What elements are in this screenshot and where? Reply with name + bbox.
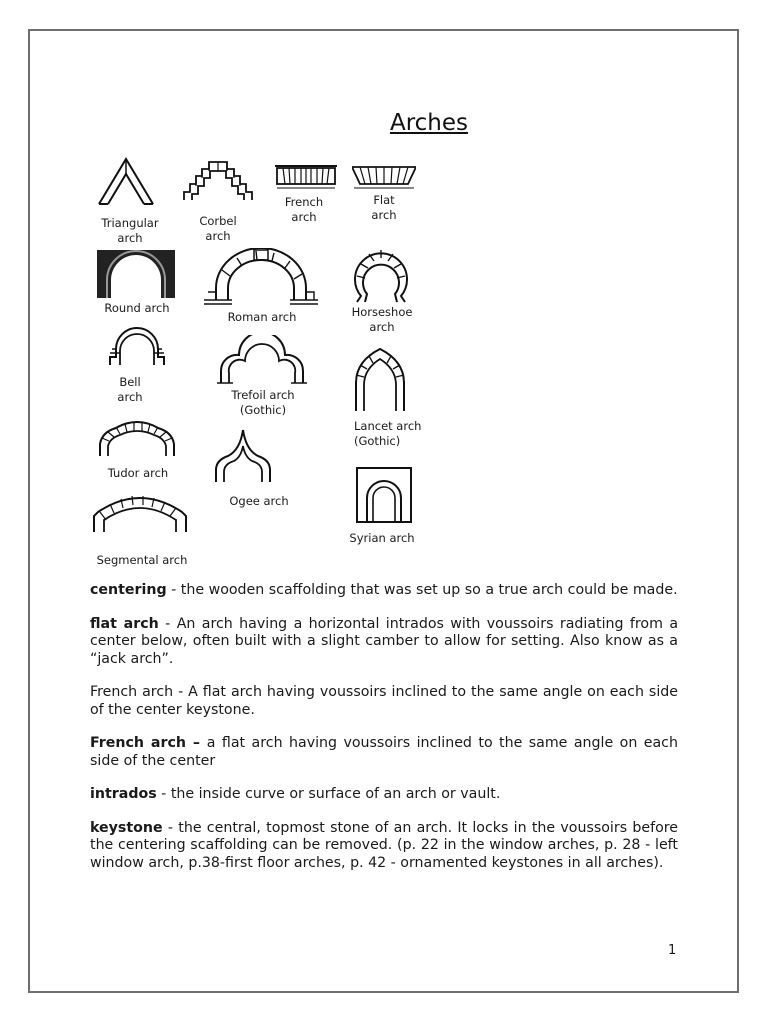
segmental-arch-illustration bbox=[90, 490, 190, 534]
definition-item: keystone - the central, topmost stone of an arch. It locks in the voussoirs before the centering scaffolding can be removed. (p. 22 in the window arches, p. 28 - left window arch, p.38-first floor arches, p. 42 - ornamented keystones in all arches). bbox=[90, 819, 679, 871]
definition-term: French arch bbox=[90, 735, 186, 751]
definition-item: centering - the wooden scaffolding that was set up so a true arch could be made. bbox=[90, 582, 678, 598]
definition-item: flat arch - An arch having a horizontal intrados with voussoirs radiating from a center below, often built with a slight camber to allow for setting. Also know as a “jack arch”. bbox=[90, 615, 679, 667]
corbel-arch-caption: Corbel arch bbox=[199, 214, 237, 243]
definition-text: the central, topmost stone of an arch. It locks in the voussoirs before the centering scaffolding can be removed. (p. 22 in the window arches, p. 28 - left window arch, p.38-first floor arches, p. 42 - ornamented keystones in all arches). bbox=[90, 819, 679, 871]
round-arch-illustration bbox=[97, 250, 175, 298]
french-arch-caption: French arch bbox=[284, 195, 324, 224]
horseshoe-arch-caption: Horseshoe arch bbox=[351, 305, 413, 334]
page-title: Arches bbox=[389, 110, 469, 136]
lancet-arch-illustration bbox=[352, 347, 408, 413]
flat-arch-caption: Flat arch bbox=[371, 193, 397, 222]
definition-text: a flat arch having voussoirs inclined to the same angle on each side of the center bbox=[90, 735, 678, 769]
flat-arch-illustration bbox=[352, 164, 416, 190]
triangular-arch-caption: Triangular arch bbox=[101, 216, 159, 245]
segmental-arch-caption: Segmental arch bbox=[96, 553, 188, 567]
bell-arch-illustration bbox=[106, 325, 168, 367]
lancet-arch-caption: Lancet arch (Gothic) bbox=[354, 419, 422, 448]
trefoil-arch-illustration bbox=[215, 335, 309, 385]
definition-item: intrados - the inside curve or surface of an arch or vault. bbox=[90, 786, 501, 802]
corbel-arch-illustration bbox=[182, 158, 254, 202]
roman-arch-illustration bbox=[202, 248, 320, 306]
horseshoe-arch-illustration bbox=[349, 246, 413, 304]
syrian-arch-caption: Syrian arch bbox=[349, 531, 415, 545]
definition-item: French arch – a flat arch having voussoirs inclined to the same angle on each side of the center bbox=[90, 735, 678, 769]
triangular-arch-illustration bbox=[96, 156, 156, 206]
tudor-arch-caption: Tudor arch bbox=[107, 466, 169, 480]
french-arch-illustration bbox=[275, 164, 337, 190]
definition-term: centering bbox=[90, 582, 167, 598]
bell-arch-caption: Bell arch bbox=[117, 375, 143, 404]
round-arch-caption: Round arch bbox=[104, 301, 170, 315]
definitions-list bbox=[90, 582, 678, 888]
page-number: 1 bbox=[668, 943, 677, 958]
definition-term: flat arch bbox=[90, 615, 159, 632]
ogee-arch-illustration bbox=[212, 428, 274, 484]
ogee-arch-caption: Ogee arch bbox=[229, 494, 289, 508]
roman-arch-caption: Roman arch bbox=[227, 310, 297, 324]
definition-text: the wooden scaffolding that was set up so a true arch could be made. bbox=[180, 582, 678, 598]
definition-term: keystone bbox=[90, 819, 163, 836]
trefoil-arch-caption: Trefoil arch (Gothic) bbox=[231, 388, 295, 417]
definition-item bbox=[90, 684, 678, 719]
definition-text: the inside curve or surface of an arch or vault. bbox=[170, 786, 501, 802]
tudor-arch-illustration bbox=[96, 418, 178, 458]
definition-text: French arch - A flat arch having voussoirs inclined to the same angle on each side of the center keystone. bbox=[90, 684, 678, 718]
definition-term: intrados bbox=[90, 786, 157, 802]
definition-text: An arch having a horizontal intrados with voussoirs radiating from a center below, often built with a slight camber to allow for setting. Also know as a “jack arch”. bbox=[90, 615, 679, 667]
syrian-arch-illustration bbox=[355, 466, 413, 524]
